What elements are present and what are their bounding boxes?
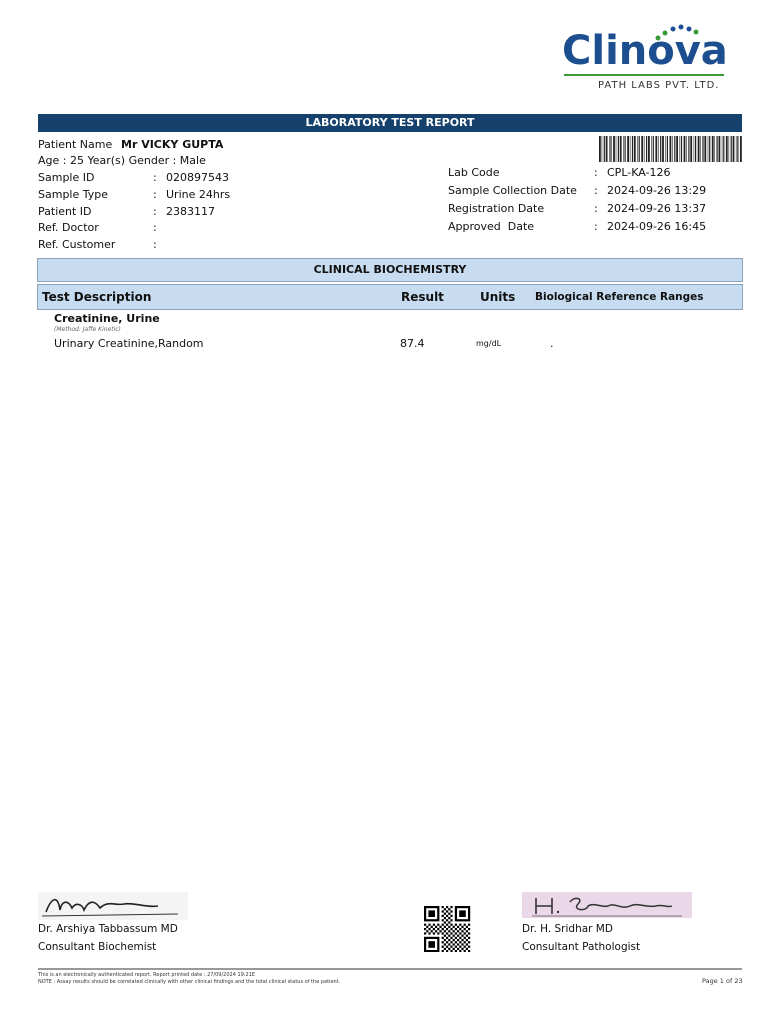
approved-date-label: Approved Date bbox=[448, 220, 535, 233]
pathologist-name: Dr. H. Sridhar MD bbox=[522, 923, 613, 935]
signature-pathologist bbox=[522, 892, 692, 918]
colon: : bbox=[153, 188, 157, 201]
lab-logo bbox=[548, 22, 736, 98]
test-group-name: Creatinine, Urine bbox=[54, 312, 160, 325]
colon: : bbox=[594, 166, 598, 179]
col-units: Units bbox=[480, 290, 516, 304]
table-header bbox=[37, 284, 743, 310]
sample-id-label: Sample ID bbox=[38, 171, 95, 184]
report-title-banner: LABORATORY TEST REPORT bbox=[38, 114, 742, 132]
col-result: Result bbox=[401, 290, 444, 304]
patient-name-label: Patient Name bbox=[38, 138, 113, 151]
biochemist-name: Dr. Arshiya Tabbassum MD bbox=[38, 923, 178, 935]
ref-customer-label: Ref. Customer bbox=[38, 238, 116, 251]
ref-doctor-label: Ref. Doctor bbox=[38, 221, 99, 234]
patient-id-value: 2383117 bbox=[166, 205, 215, 218]
test-method: (Method: Jaffe Kinetic) bbox=[54, 326, 121, 333]
colon: : bbox=[153, 221, 157, 234]
pathologist-title: Consultant Pathologist bbox=[522, 941, 641, 953]
registration-date-value: 2024-09-26 13:37 bbox=[607, 202, 707, 215]
test-units: mg/dL bbox=[476, 339, 502, 348]
logo-wordmark: Clinova bbox=[562, 28, 728, 74]
colon: : bbox=[594, 220, 598, 233]
sample-type-value: Urine 24hrs bbox=[166, 188, 231, 201]
test-range: . bbox=[550, 337, 554, 350]
sample-type-label: Sample Type bbox=[38, 188, 109, 201]
test-name: Urinary Creatinine,Random bbox=[54, 337, 204, 350]
col-reference-ranges: Biological Reference Ranges bbox=[535, 291, 704, 303]
footer-note: NOTE : Assay results should be correlated clinically with other clinical findings and the total clinical status of the patient. bbox=[38, 979, 341, 985]
biochemist-title: Consultant Biochemist bbox=[38, 941, 157, 953]
lab-code-value: CPL-KA-126 bbox=[607, 166, 671, 179]
page-number: Page 1 of 23 bbox=[702, 977, 743, 985]
patient-name-value: Mr VICKY GUPTA bbox=[121, 138, 224, 151]
collection-date-value: 2024-09-26 13:29 bbox=[607, 184, 707, 197]
signature-scribble-icon bbox=[522, 892, 692, 918]
lab-code-label: Lab Code bbox=[448, 166, 500, 179]
barcode-icon bbox=[598, 136, 742, 162]
registration-date-label: Registration Date bbox=[448, 202, 545, 215]
signature-biochemist bbox=[38, 892, 188, 920]
footer-divider bbox=[38, 968, 742, 970]
patient-id-label: Patient ID bbox=[38, 205, 92, 218]
collection-date-label: Sample Collection Date bbox=[448, 184, 577, 197]
logo-divider bbox=[564, 74, 724, 76]
colon: : bbox=[153, 238, 157, 251]
signature-scribble-icon bbox=[38, 892, 188, 920]
section-header: CLINICAL BIOCHEMISTRY bbox=[37, 258, 743, 282]
logo-subtitle: PATH LABS PVT. LTD. bbox=[598, 80, 720, 91]
age-gender: Age : 25 Year(s) Gender : Male bbox=[38, 154, 206, 167]
sample-id-value: 020897543 bbox=[166, 171, 229, 184]
colon: : bbox=[594, 202, 598, 215]
approved-date-value: 2024-09-26 16:45 bbox=[607, 220, 707, 233]
test-result: 87.4 bbox=[400, 337, 425, 350]
footer-disclaimer: This is an electronically authenticated report. Report printed date : 27/09/2024 19:21E bbox=[38, 972, 256, 978]
colon: : bbox=[153, 205, 157, 218]
colon: : bbox=[153, 171, 157, 184]
col-test-description: Test Description bbox=[42, 290, 152, 304]
colon: : bbox=[594, 184, 598, 197]
qr-code-icon bbox=[424, 906, 474, 952]
